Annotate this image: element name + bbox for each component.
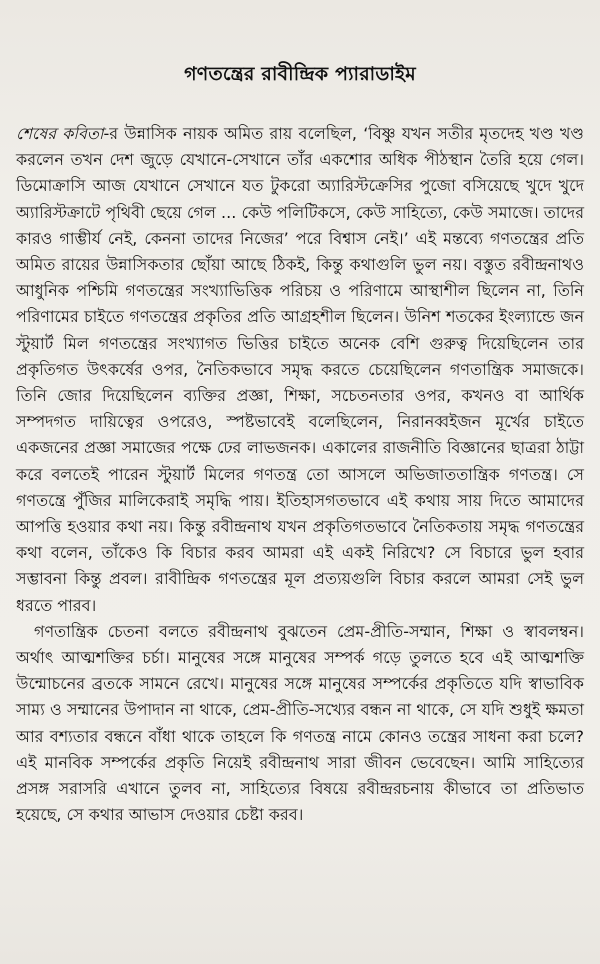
paragraph-1-text: -র উন্নাসিক নায়ক অমিত রায় বলেছিল, ‘বিষ্ণু যখন সতীর মৃতদেহ খণ্ড খণ্ড করলেন তখন দেশ জুড়ে যেখানে-সেখানে তাঁর একশোর অধিক পীঠস্থান তৈরি হয়ে গেল। ডিমোক্রাসি আজ যেখানে সেখানে যত টুকরো অ্যারিস্টক্রেসির পুজো বসিয়েছে খুদে খুদে অ্যারিস্টক্রাটে পৃথিবী ছেয়ে গেল ... কেউ পলিটিকসে, কেউ সাহিত্যে, কেউ সমাজে। তাদের কারও গাম্ভীর্য নেই, কেননা তাদের নিজের’ পরে বিশ্বাস নেই।’ এই মন্তব্যে গণতন্ত্রের প্রতি অমিত রায়ের উন্নাসিকতার ছোঁয়া আছে ঠিকই, কিন্তু কথাগুলি ভুল নয়। বস্তুত রবীন্দ্রনাথও আধুনিক পশ্চিমি গণতন্ত্রের সংখ্যাভিত্তিক পরিচয় ও পরিণামে আস্থাশীল ছিলেন না, তিনি পরিণামের চাইতে গণতন্ত্রের প্রকৃতির প্রতি আগ্রহশীল ছিলেন। উনিশ শতকের ইংল্যান্ডে জন স্টুয়ার্ট মিল গণতন্ত্রের সংখ্যাগত ভিত্তির চাইতে অনেক বেশি গুরুত্ব দিয়েছিলেন তার প্রকৃতিগত উৎকর্ষের ওপর, নৈতিকভাবে সমৃদ্ধ করতে চেয়েছিলেন গণতান্ত্রিক সমাজকে। তিনি জোর দিয়েছিলেন ব্যক্তির প্রজ্ঞা, শিক্ষা, সচেতনতার ওপর, কখনও বা আর্থিক সম্পদগত দায়িত্বের ওপরেও, স্পষ্টভাবেই বলেছিলেন, নিরানব্বইজন মূর্খের চাইতে একজনের প্রজ্ঞা সমাজের পক্ষে ঢের লাভজনক। একালের রাজনীতি বিজ্ঞানের ছাত্ররা ঠাট্টা করে বলতেই পারেন স্টুয়ার্ট মিলের গণতন্ত্র তো আসলে অভিজাততান্ত্রিক গণতন্ত্র। সে গণতন্ত্রে পুঁজির মালিকেরাই সমৃদ্ধি পায়। ইতিহাসগতভাবে এই কথায় সায় দিতে আমাদের আপত্তি হওয়ার কথা নয়। কিন্তু রবীন্দ্রনাথ যখন প্রকৃতিগতভাবে নৈতিকতায় সমৃদ্ধ গণতন্ত্রের কথা বলেন, তাঁকেও কি বিচার করব আমরা এই একই নিরিখে? সে বিচারে ভুল হবার সম্ভাবনা কিন্তু প্রবল। রাবীন্দ্রিক গণতন্ত্রের মূল প্রত্যয়গুলি বিচার করলে আমরা সেই ভুল ধরতে পারব। (16, 124, 584, 615)
paragraph-2: গণতান্ত্রিক চেতনা বলতে রবীন্দ্রনাথ বুঝতেন প্রেম-প্রীতি-সম্মান, শিক্ষা ও স্বাবলম্বন। অর্থাৎ আত্মশক্তির চর্চা। মানুষের সঙ্গে মানুষের সম্পর্ক গড়ে তুলতে হবে এই আত্মশক্তি উন্মোচনের ব্রতকে সামনে রেখে। মানুষের সঙ্গে মানুষের সম্পর্কের প্রকৃতিতে যদি স্বাভাবিক সাম্য ও সম্মানের উপাদান না থাকে, প্রেম-প্রীতি-সখ্যের বন্ধন না থাকে, সে যদি শুধুই ক্ষমতা আর বশ্যতার বন্ধনে বাঁধা থাকে তাহলে কি গণতন্ত্র নামে কোনও তন্ত্রের সাধনা করা চলে? এই মানবিক সম্পর্কের প্রকৃতি নিয়েই রবীন্দ্রনাথ সারা জীবন ভেবেছেন। আমি সাহিত্যের প্রসঙ্গ সরাসরি এখানে তুলব না, সাহিত্যের বিষয়ে রবীন্দ্ররচনায় কীভাবে তা প্রতিভাত হয়েছে, সে কথার আভাস দেওয়ার চেষ্টা করব। (16, 621, 584, 825)
show-through-text-bottom (14, 938, 586, 964)
chapter-title: গণতন্ত্রের রাবীন্দ্রিক প্যারাডাইম (184, 63, 416, 85)
book-title-italic: শেষের কবিতা (16, 124, 104, 143)
show-through-text-top (14, 0, 586, 66)
body-text (16, 121, 584, 828)
paragraph-1 (16, 121, 584, 619)
